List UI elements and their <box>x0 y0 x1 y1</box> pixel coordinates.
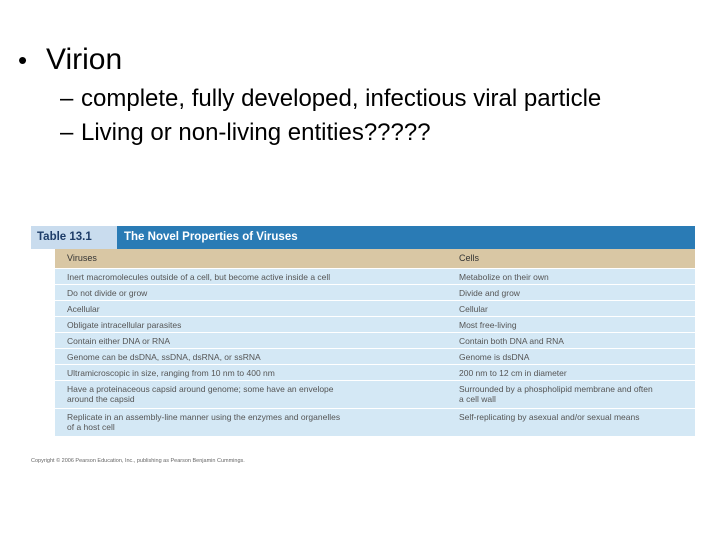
table-title: The Novel Properties of Viruses <box>124 231 298 243</box>
table-row <box>55 332 695 348</box>
column-header-viruses: Viruses <box>67 253 97 263</box>
sub-bullet-1-text: complete, fully developed, infectious viral particle <box>81 85 602 112</box>
table-body <box>55 249 695 436</box>
sub-bullet-dash: – <box>60 85 74 112</box>
cell-viruses: Ultramicroscopic in size, ranging from 10 nm to 400 nm <box>67 368 275 378</box>
cell-viruses: Inert macromolecules outside of a cell, but become active inside a cell <box>67 272 331 282</box>
cell-viruses: Obligate intracellular parasites <box>67 320 182 330</box>
table-row <box>55 348 695 364</box>
column-header-cells: Cells <box>459 253 480 263</box>
table-header-bar <box>31 226 695 249</box>
copyright-credit: Copyright © 2006 Pearson Education, Inc., publishing as Pearson Benjamin Cummings. <box>31 458 245 464</box>
table-row <box>55 300 695 316</box>
bullet-dot: • <box>18 45 28 75</box>
bullet-list <box>18 38 708 150</box>
virus-properties-table <box>31 226 695 436</box>
cell-cells: Cellular <box>459 304 488 314</box>
cell-viruses: Contain either DNA or RNA <box>67 336 170 346</box>
table-row <box>55 380 695 408</box>
cell-viruses: Acellular <box>67 304 100 314</box>
cell-cells: Surrounded by a phospholipid membrane and often a cell wall <box>459 384 653 404</box>
table-row <box>55 316 695 332</box>
table-column-headers <box>55 249 695 268</box>
cell-viruses: Replicate in an assembly-line manner using the enzymes and organelles of a host cell <box>67 412 341 432</box>
cell-cells: Genome is dsDNA <box>459 352 530 362</box>
cell-viruses: Have a proteinaceous capsid around genome; some have an envelope around the capsid <box>67 384 334 404</box>
sub-bullet-2-text: Living or non-living entities????? <box>81 119 431 146</box>
bullet-virion-text: Virion <box>46 43 123 76</box>
cell-viruses: Do not divide or grow <box>67 288 148 298</box>
cell-viruses: Genome can be dsDNA, ssDNA, dsRNA, or ssRNA <box>67 352 261 362</box>
table-number: Table 13.1 <box>31 226 117 249</box>
sub-bullet-dash: – <box>60 119 74 146</box>
table-row <box>55 408 695 436</box>
sub-bullet-1 <box>60 82 708 116</box>
bullet-virion <box>18 38 708 82</box>
table-row <box>55 284 695 300</box>
cell-cells: Divide and grow <box>459 288 520 298</box>
sub-bullet-2 <box>60 116 708 150</box>
cell-cells: Contain both DNA and RNA <box>459 336 564 346</box>
cell-cells: Metabolize on their own <box>459 272 549 282</box>
table-row <box>55 268 695 284</box>
cell-cells: Self-replicating by asexual and/or sexual means <box>459 412 640 422</box>
cell-cells: 200 nm to 12 cm in diameter <box>459 368 567 378</box>
cell-cells: Most free-living <box>459 320 517 330</box>
table-row <box>55 364 695 380</box>
